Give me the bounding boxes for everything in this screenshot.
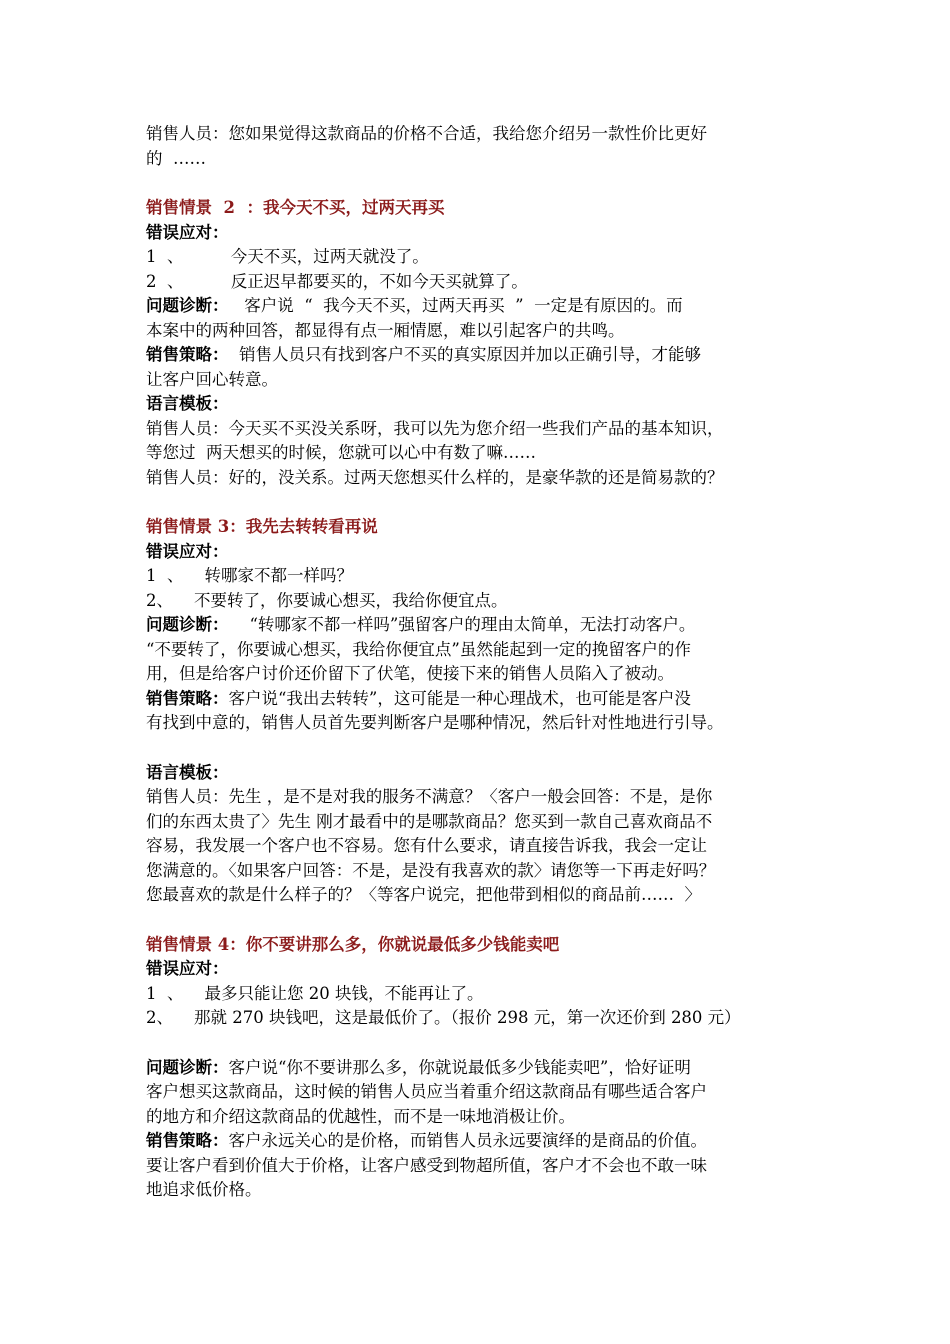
body-text: 们的东西太贵了〉先生 刚才最看中的是哪款商品？您买到一款自己喜欢商品不 — [146, 811, 713, 831]
text-line — [146, 859, 816, 884]
body-text: 客户说“我出去转转”，这可能是一种心理战术，也可能是客户没 — [228, 688, 691, 708]
body-text: 您满意的。〈如果客户回答：不是，是没有我喜欢的款〉请您等一下再走好吗？ — [146, 860, 716, 880]
paragraph-gap — [146, 1031, 816, 1056]
text-line — [146, 1006, 816, 1031]
label-text: 错误应对： — [146, 959, 229, 978]
text-line — [146, 270, 816, 295]
text-line — [146, 1105, 816, 1130]
body-text: 销售人员：好的，没关系。过两天您想买什么样的，是豪华款的还是简易款的？ — [146, 467, 724, 487]
body-text: 2、 那就 270 块钱吧，这是最低价了。（报价 298 元，第一次还价到 280 元） — [146, 1008, 741, 1027]
label-text: 语言模板： — [146, 394, 229, 413]
text-line — [146, 662, 816, 687]
label-text: 问题诊断： — [146, 1057, 229, 1077]
section-heading — [146, 196, 816, 221]
text-line — [146, 564, 816, 589]
label-text: 问题诊断： — [146, 296, 229, 315]
body-text: 销售人员：今天买不买没关系呀，我可以先为您介绍一些我们产品的基本知识， — [146, 418, 724, 438]
text-line — [146, 687, 816, 712]
label-text: 销售策略： — [146, 1131, 229, 1150]
text-line — [146, 294, 816, 319]
body-text: “转哪家不都一样吗”强留客户的理由太简单，无法打动客户。 — [228, 615, 696, 634]
text-line — [146, 147, 816, 172]
body-text: 1 、 转哪家不都一样吗？ — [146, 566, 353, 585]
body-text: 您最喜欢的款是什么样子的？〈等客户说完，把他带到相似的商品前…… 〉 — [146, 885, 701, 904]
body-text: 让客户回心转意。 — [146, 369, 278, 389]
body-text: 本案中的两种回答，都显得有点一厢情愿，难以引起客户的共鸣。 — [146, 320, 625, 340]
text-line — [146, 589, 816, 614]
section-heading — [146, 515, 816, 540]
label-text: 问题诊断： — [146, 615, 229, 634]
body-text: 有找到中意的，销售人员首先要判断客户是哪种情况，然后针对性地进行引导。 — [146, 713, 724, 732]
body-text: 要让客户看到价值大于价格，让客户感受到物超所值，客户才不会也不敢一味 — [146, 1155, 707, 1175]
label-text: 销售策略： — [146, 688, 229, 708]
paragraph-gap — [146, 908, 816, 933]
text-line — [146, 466, 816, 491]
body-text: 客户永远关心的是价格，而销售人员永远要演绎的是商品的价值。 — [228, 1131, 707, 1150]
body-text: 客户说 “ 我今天不买，过两天再买 ” 一定是有原因的。而 — [228, 296, 683, 315]
text-line — [146, 122, 816, 147]
text-line — [146, 711, 816, 736]
text-line — [146, 638, 816, 663]
label-text: 错误应对： — [146, 541, 229, 561]
text-line — [146, 540, 816, 565]
body-text: 1 、 最多只能让您 20 块钱，不能再让了。 — [146, 983, 484, 1003]
body-text: 销售人员只有找到客户不买的真实原因并加以正确引导，才能够 — [228, 345, 701, 364]
text-line — [146, 883, 816, 908]
body-text: 等您过 两天想买的时候，您就可以心中有数了嘛…… — [146, 443, 536, 462]
body-text: 容易，我发展一个客户也不容易。您有什么要求，请直接告诉我，我会一定让 — [146, 836, 707, 855]
body-text: 销售人员：先生 ，是不是对我的服务不满意？〈客户一般会回答：不是，是你 — [146, 787, 713, 806]
text-line — [146, 221, 816, 246]
text-line — [146, 1056, 816, 1081]
body-text: “不要转了，你要诚心想买，我给你便宜点”虽然能起到一定的挽留客户的作 — [146, 639, 691, 659]
body-text: 客户想买这款商品，这时候的销售人员应当着重介绍这款商品有哪些适合客户 — [146, 1082, 707, 1101]
text-line — [146, 834, 816, 859]
text-line — [146, 319, 816, 344]
paragraph-gap — [146, 171, 816, 196]
text-line — [146, 441, 816, 466]
label-text: 销售策略： — [146, 345, 229, 364]
text-line — [146, 1129, 816, 1154]
text-line — [146, 761, 816, 786]
paragraph-gap — [146, 736, 816, 761]
body-text: 的地方和介绍这款商品的优越性，而不是一味地消极让价。 — [146, 1106, 575, 1126]
text-line — [146, 368, 816, 393]
body-text: 销售情景 3：我先去转转看再说 — [146, 517, 378, 536]
body-text: 客户说“你不要讲那么多，你就说最低多少钱能卖吧”，恰好证明 — [228, 1057, 691, 1077]
text-line — [146, 392, 816, 417]
section-heading — [146, 933, 816, 958]
document-page — [146, 122, 816, 1203]
text-line — [146, 1080, 816, 1105]
text-line — [146, 1154, 816, 1179]
label-text: 错误应对： — [146, 222, 229, 242]
text-line — [146, 343, 816, 368]
text-line — [146, 417, 816, 442]
body-text: 销售情景 2 ：我今天不买，过两天再买 — [146, 198, 445, 217]
text-line — [146, 982, 816, 1007]
body-text: 销售情景 4：你不要讲那么多，你就说最低多少钱能卖吧 — [146, 934, 560, 954]
body-text: 2、 不要转了，你要诚心想买，我给你便宜点。 — [146, 590, 508, 610]
text-line — [146, 613, 816, 638]
label-text: 语言模板： — [146, 762, 229, 782]
body-text: 1 、 今天不买，过两天就没了。 — [146, 247, 429, 266]
text-line — [146, 1178, 816, 1203]
paragraph-gap — [146, 490, 816, 515]
text-line — [146, 785, 816, 810]
body-text: 地追求低价格。 — [146, 1180, 262, 1199]
body-text: 用，但是给客户讨价还价留下了伏笔，使接下来的销售人员陷入了被动。 — [146, 664, 674, 683]
body-text: 的 …… — [146, 148, 206, 168]
text-line — [146, 957, 816, 982]
text-line — [146, 810, 816, 835]
body-text: 销售人员：您如果觉得这款商品的价格不合适，我给您介绍另一款性价比更好 — [146, 124, 707, 143]
body-text: 2 、 反正迟早都要买的，不如今天买就算了。 — [146, 271, 528, 291]
text-line — [146, 245, 816, 270]
